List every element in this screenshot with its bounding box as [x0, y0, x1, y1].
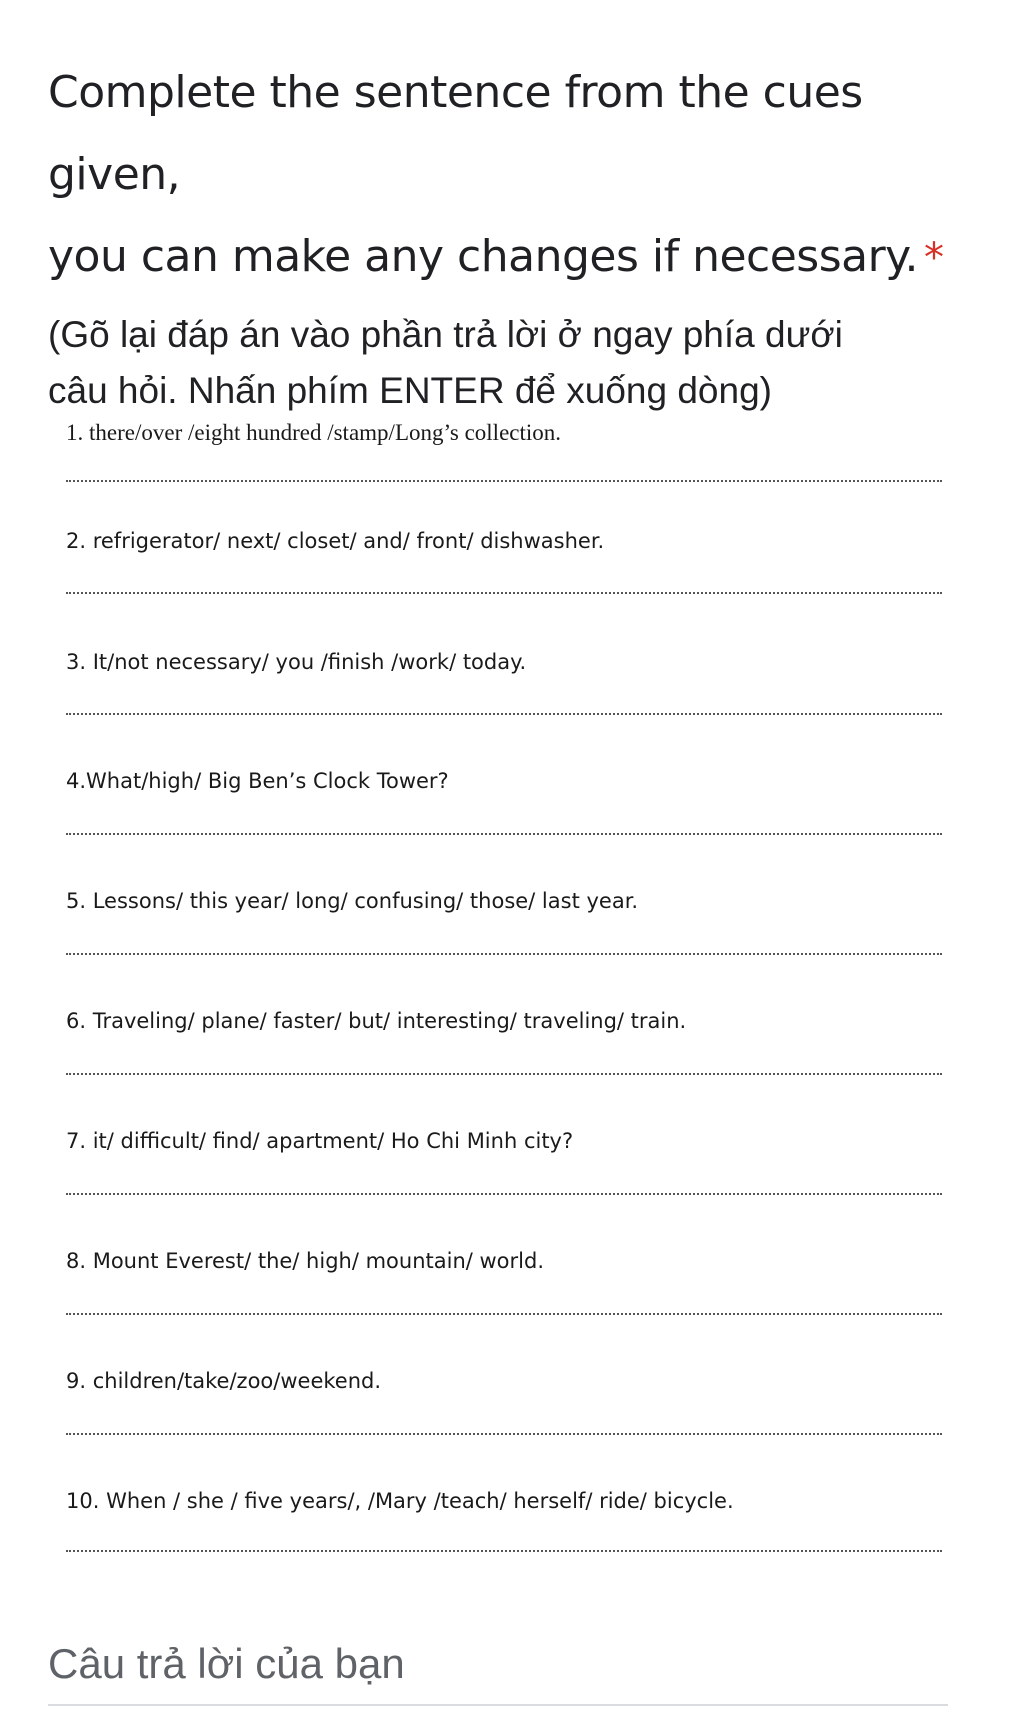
- cue-answer-line: [66, 1550, 942, 1552]
- help-text-line-1: (Gõ lại đáp án vào phần trả lời ở ngay phía dưới: [48, 314, 843, 355]
- cue-item: [66, 420, 946, 446]
- cue-item: [66, 528, 946, 554]
- cue-text: 10. When / she / five years/, /Mary /teach/ herself/ ride/ bicycle.: [66, 1489, 734, 1513]
- cue-text: 6. Traveling/ plane/ faster/ but/ interesting/ traveling/ train.: [66, 1009, 687, 1033]
- cue-answer-line: [66, 1193, 942, 1195]
- cue-answer-line: [66, 1433, 942, 1435]
- question-image: [0, 400, 1024, 1570]
- cue-answer-line: [66, 833, 942, 835]
- cue-text: 2. refrigerator/ next/ closet/ and/ front/ dishwasher.: [66, 529, 605, 553]
- answer-input[interactable]: [48, 1640, 928, 1704]
- cue-item: [66, 1368, 946, 1394]
- cue-answer-line: [66, 480, 942, 482]
- cue-text: 8. Mount Everest/ the/ high/ mountain/ world.: [66, 1249, 545, 1273]
- answer-underline: [48, 1704, 948, 1706]
- cue-text: 1. there/over /eight hundred /stamp/Long’s collection.: [66, 420, 562, 445]
- cue-item: [66, 768, 946, 794]
- cue-item: [66, 1488, 946, 1514]
- cue-item: [66, 1248, 946, 1274]
- cue-item: [66, 1128, 946, 1154]
- cue-text: 9. children/take/zoo/weekend.: [66, 1369, 382, 1393]
- cue-item: [66, 649, 946, 675]
- answer-area: [48, 1640, 948, 1706]
- cue-answer-line: [66, 1313, 942, 1315]
- cue-text: 7. it/ difficult/ find/ apartment/ Ho Chi Minh city?: [66, 1129, 574, 1153]
- cue-item: [66, 888, 946, 914]
- cue-answer-line: [66, 713, 942, 715]
- help-text-line-2: câu hỏi. Nhấn phím ENTER để xuống dòng): [48, 370, 772, 411]
- question-header: [48, 52, 978, 419]
- cue-text: 3. It/not necessary/ you /finish /work/ today.: [66, 650, 527, 674]
- cue-answer-line: [66, 953, 942, 955]
- required-asterisk: *: [923, 235, 944, 281]
- cue-answer-line: [66, 1073, 942, 1075]
- cue-text: 4.What/high/ Big Ben’s Clock Tower?: [66, 769, 449, 793]
- cue-text: 5. Lessons/ this year/ long/ confusing/ those/ last year.: [66, 889, 639, 913]
- question-title: [48, 52, 978, 299]
- question-title-line-1: Complete the sentence from the cues given,: [48, 67, 863, 200]
- cue-answer-line: [66, 592, 942, 594]
- question-title-line-2: you can make any changes if necessary.: [48, 231, 918, 282]
- cue-item: [66, 1008, 946, 1034]
